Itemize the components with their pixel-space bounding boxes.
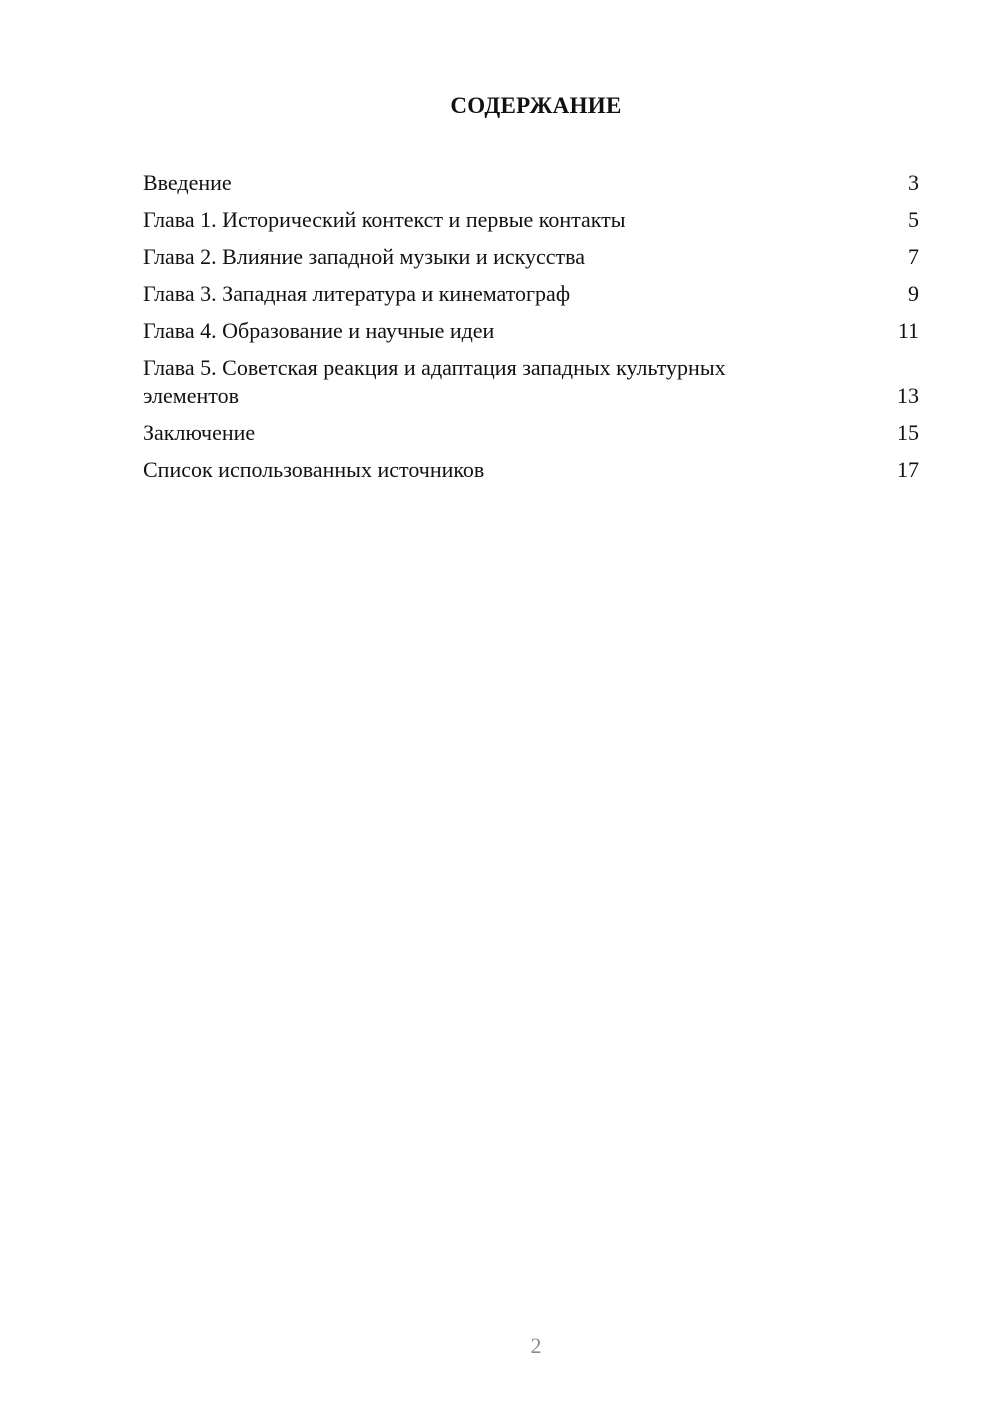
toc-entry-chapter-5[interactable] (143, 354, 919, 410)
table-of-contents (143, 169, 919, 493)
toc-entry-title: Список использованных источников (143, 457, 485, 482)
toc-entry-chapter-3[interactable] (143, 280, 919, 308)
toc-entry-title: Глава 1. Исторический контекст и первые контакты (143, 207, 626, 232)
toc-heading: СОДЕРЖАНИЕ (450, 93, 622, 118)
toc-entry-page: 15 (897, 420, 919, 445)
toc-entry-title: Заключение (143, 420, 256, 445)
toc-entry-title: Глава 2. Влияние западной музыки и искусства (143, 244, 586, 269)
toc-entry-page: 3 (908, 170, 919, 195)
toc-entry-page: 7 (908, 244, 919, 269)
toc-entry-conclusion[interactable] (143, 419, 919, 447)
toc-entry-page: 17 (897, 457, 919, 482)
toc-entry-title: Глава 5. Советская реакция и адаптация западных культурных элементов (143, 355, 726, 408)
toc-entry-page: 9 (908, 281, 919, 306)
toc-entry-chapter-1[interactable] (143, 206, 919, 234)
page-number: 2 (530, 1333, 542, 1358)
toc-entry-page: 5 (908, 207, 919, 232)
toc-entry-chapter-4[interactable] (143, 317, 919, 345)
toc-entry-page: 13 (897, 383, 919, 408)
toc-entry-title: Глава 4. Образование и научные идеи (143, 318, 495, 343)
toc-entry-title: Глава 3. Западная литература и кинематограф (143, 281, 571, 306)
toc-entry-chapter-2[interactable] (143, 243, 919, 271)
toc-entry-page: 11 (897, 318, 919, 343)
toc-entry-introduction[interactable] (143, 169, 919, 197)
toc-entry-references[interactable] (143, 456, 919, 484)
toc-entry-title: Введение (143, 170, 232, 195)
